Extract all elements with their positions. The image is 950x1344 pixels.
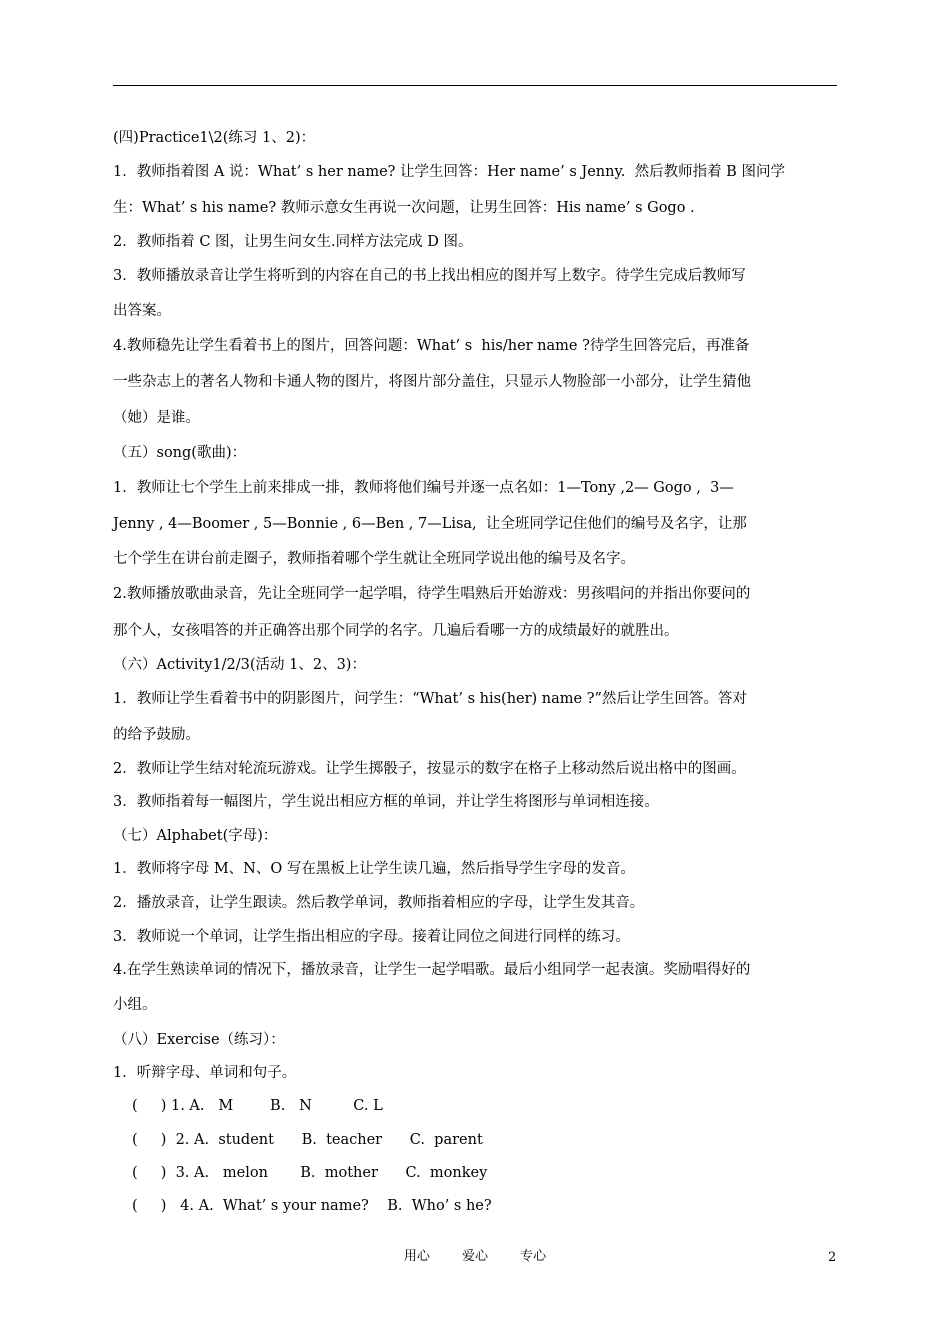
text-line: 1．听辩字母、单词和句子。 [113,1065,297,1081]
text-line: 的给予鼓励。 [113,727,200,743]
exercise-option-row: ( ) 1. A. M B. N C. L [132,1098,383,1114]
page-number: 2 [828,1250,837,1265]
text-line: 生：What’ s his name? 教师示意女生再说一次问题，让男生回答：His name’ s Gogo . [113,200,695,216]
text-line: 1．教师指着图 A 说：What’ s her name? 让学生回答：Her name’ s Jenny. 然后教师指着 B 图问学 [113,164,785,180]
section-heading-exercise: （八）Exercise（练习）： [113,1032,285,1048]
text-line: 2.教师播放歌曲录音，先让全班同学一起学唱，待学生唱熟后开始游戏：男孩唱问的并指出你要问的 [113,586,751,602]
text-line: 4.教师稳先让学生看着书上的图片，回答问题：What’ s his/her name ?待学生回答完后，再准备 [113,338,750,354]
exercise-option-row: ( ) 2. A. student B. teacher C. parent [132,1132,483,1148]
section-heading-practice: (四)Practice1\2(练习 1、2)： [113,130,316,146]
text-line: Jenny , 4—Boomer , 5—Bonnie , 6—Ben , 7—Lisa, 让全班同学记住他们的编号及名字，让那 [113,516,747,532]
text-line: 一些杂志上的著名人物和卡通人物的图片，将图片部分盖住，只显示人物脸部一小部分，让学生猜他 [113,374,751,390]
section-heading-activity: （六）Activity1/2/3(活动 1、2、3)： [113,657,366,673]
page-footer [0,1249,950,1265]
text-line: 那个人，女孩唱答的并正确答出那个同学的名字。几遍后看哪一方的成绩最好的就胜出。 [113,623,679,639]
text-line: 1．教师让学生看着书中的阴影图片，问学生：“What’ s his(her) name ?”然后让学生回答。答对 [113,691,747,707]
exercise-option-row: ( ) 3. A. melon B. mother C. monkey [132,1165,488,1181]
exercise-option-row: ( ) 4. A. What’ s your name? B. Who’ s he? [132,1198,492,1214]
footer-motto-3: 专心 [520,1249,547,1264]
text-line: 1．教师让七个学生上前来排成一排，教师将他们编号并逐一点名如：1—Tony ,2— Gogo , 3— [113,480,734,496]
text-line: （她）是谁。 [113,410,200,426]
section-heading-song: （五）song(歌曲)： [113,445,247,461]
text-line: 1．教师将字母 M、N、O 写在黑板上让学生读几遍，然后指导学生字母的发音。 [113,861,635,877]
footer-motto-2: 爱心 [461,1249,488,1264]
header-rule [113,85,837,86]
text-line: 2．播放录音，让学生跟读。然后教学单词，教师指着相应的字母，让学生发其音。 [113,895,645,911]
text-line: 3．教师播放录音让学生将听到的内容在自己的书上找出相应的图并写上数字。待学生完成后教师写 [113,268,746,284]
text-line: 出答案。 [113,303,171,319]
section-heading-alphabet: （七）Alphabet(字母)： [113,828,278,844]
text-line: 2．教师让学生结对轮流玩游戏。让学生掷骰子，按显示的数字在格子上移动然后说出格中的图画。 [113,761,746,777]
footer-motto-1: 用心 [403,1249,430,1264]
text-line: 3．教师说一个单词，让学生指出相应的字母。接着让同位之间进行同样的练习。 [113,929,630,945]
text-line: 2．教师指着 C 图，让男生问女生.同样方法完成 D 图。 [113,234,473,250]
text-line: 七个学生在讲台前走圈子，教师指着哪个学生就让全班同学说出他的编号及名字。 [113,551,635,567]
text-line: 4.在学生熟读单词的情况下，播放录音，让学生一起学唱歌。最后小组同学一起表演。奖励唱得好的 [113,962,751,978]
text-line: 3．教师指着每一幅图片，学生说出相应方框的单词，并让学生将图形与单词相连接。 [113,794,659,810]
text-line: 小组。 [113,997,157,1013]
